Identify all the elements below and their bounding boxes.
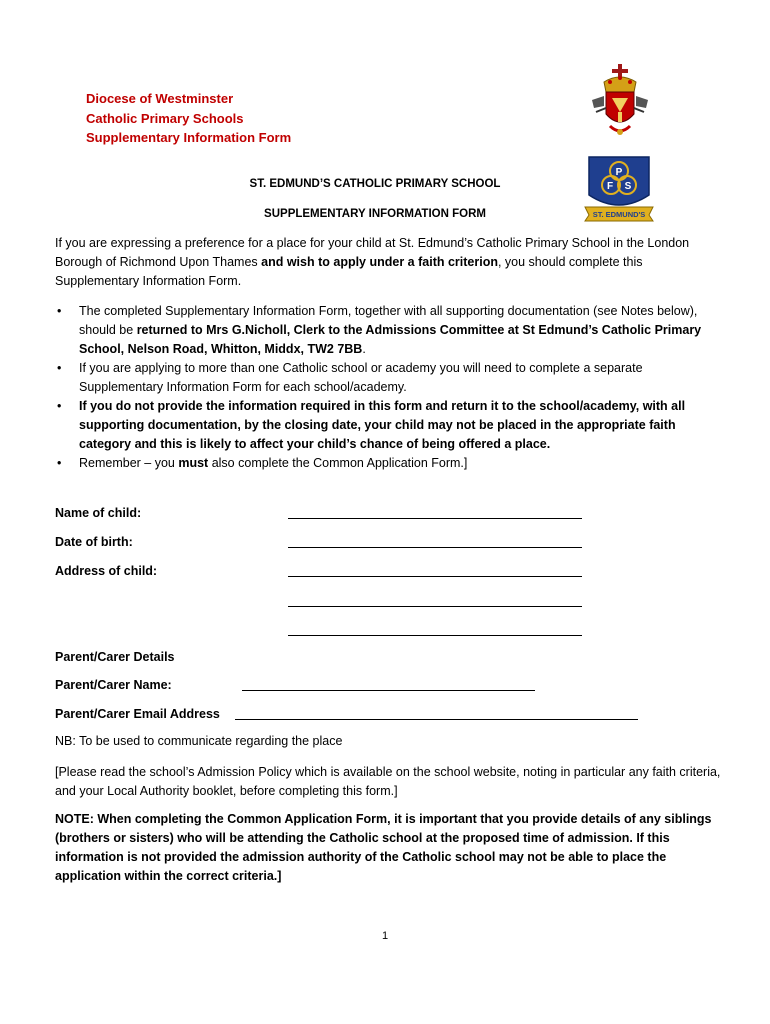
address-field-line-3[interactable] — [288, 623, 582, 636]
child-name-field[interactable] — [288, 506, 582, 519]
list-item — [55, 302, 715, 359]
form-title: SUPPLEMENTARY INFORMATION FORM — [264, 208, 486, 220]
bullet-bold: must — [178, 456, 209, 470]
badge-letter-p: P — [615, 167, 623, 178]
badge-banner-text: ST. EDMUND'S — [592, 210, 646, 219]
nb-note: NB: To be used to communicate regarding the place — [55, 734, 343, 748]
child-name-label: Name of child: — [55, 506, 142, 520]
bullet-icon: • — [57, 399, 62, 413]
policy-note: [Please read the school’s Admission Policy which is available on the school website, noting in particular any faith criteria, and your Local Authority booklet, before completing this form.] — [55, 765, 721, 798]
parent-email-label: Parent/Carer Email Address — [55, 707, 220, 721]
diocese-header — [86, 89, 291, 148]
parent-name-field[interactable] — [242, 678, 535, 691]
parent-email-field[interactable] — [235, 707, 638, 720]
sibling-note: NOTE: When completing the Common Application Form, it is important that you provide details of any siblings (brothers or sisters) who will be attending the Catholic school at the proposed time of admission. If this information is not provided the admission authority of the Catholic school may not be able to place the application within the correct criteria.] — [55, 812, 712, 883]
school-badge-icon — [583, 155, 655, 223]
bullet-text: The completed Supplementary Information Form, together with all supporting documentation (see Notes below), should be — [79, 304, 698, 337]
intro-text: If you are expressing a preference for a place for your child at St. Edmund’s Catholic Primary School in the London Borough of Richmond Upon Thames — [55, 236, 690, 269]
bullet-text: If you are applying to more than one Catholic school or academy you will need to complete a separate Supplementary Information Form for each school/academy. — [79, 361, 643, 394]
bullet-text-end: . — [362, 342, 366, 356]
diocese-name: Diocese of Westminster — [86, 91, 234, 106]
bullet-text: Remember – you — [79, 456, 179, 470]
bullet-icon: • — [57, 361, 62, 375]
bullet-icon: • — [57, 456, 62, 470]
bullet-icon: • — [57, 304, 62, 318]
parent-name-label: Parent/Carer Name: — [55, 678, 172, 692]
instructions-list — [55, 302, 715, 473]
form-name: Supplementary Information Form — [86, 130, 292, 145]
intro-bold: and wish to apply under a faith criterion — [261, 255, 498, 269]
address-field-line-2[interactable] — [288, 594, 582, 607]
diocese-crest-icon — [588, 62, 652, 142]
dob-label: Date of birth: — [55, 535, 133, 549]
parent-details-heading: Parent/Carer Details — [55, 650, 175, 664]
bullet-text-end: also complete the Common Application Form.] — [208, 456, 468, 470]
badge-letter-f: F — [606, 181, 614, 192]
bullet-bold: If you do not provide the information required in this form and return it to the school/academy, with all supporting documentation, by the closing date, your child may not be placed in the appropriate faith category and this is likely to affect your child’s chance of being offered a place. — [79, 399, 686, 451]
schools-type: Catholic Primary Schools — [86, 110, 244, 126]
school-title: ST. EDMUND’S CATHOLIC PRIMARY SCHOOL — [249, 178, 501, 190]
badge-letter-s: S — [624, 181, 632, 192]
dob-field[interactable] — [288, 535, 582, 548]
address-label: Address of child: — [55, 564, 158, 578]
page-number: 1 — [381, 930, 389, 942]
address-field-line-1[interactable] — [288, 564, 582, 577]
intro-text-end: , you should complete this Supplementary Information Form. — [55, 255, 643, 288]
list-item — [55, 397, 715, 454]
list-item — [55, 454, 715, 473]
intro-paragraph — [55, 234, 715, 291]
bullet-bold: returned to Mrs G.Nicholl, Clerk to the Admissions Committee at St Edmund’s Catholic Primary School, Nelson Road, Whitton, Middx, TW2 7BB — [79, 323, 702, 356]
list-item — [55, 359, 715, 397]
